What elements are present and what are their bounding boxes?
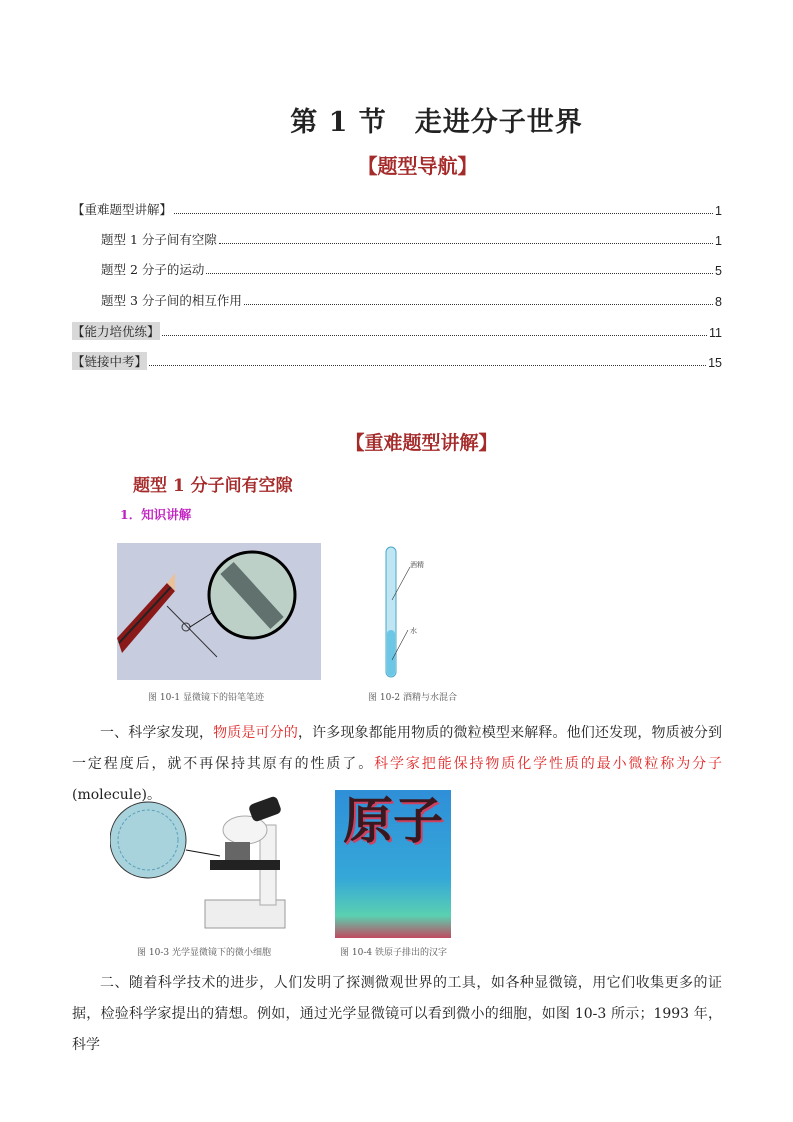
toc-page: 1 bbox=[715, 234, 722, 248]
toc-entry[interactable] bbox=[101, 230, 722, 248]
toc-label: 题型 1 分子间有空隙 bbox=[101, 232, 217, 247]
page-title: 第 1 节 走进分子世界 bbox=[290, 107, 583, 138]
toc-label: 【重难题型讲解】 bbox=[72, 202, 173, 217]
pencil-microscope-image bbox=[117, 543, 321, 680]
type1-heading: 题型 1 分子间有空隙 bbox=[133, 476, 293, 496]
toc-label: 【链接中考】 bbox=[72, 354, 148, 369]
toc-entry[interactable] bbox=[101, 260, 722, 278]
alcohol-label: 酒精 bbox=[410, 561, 424, 569]
toc-entry[interactable] bbox=[101, 291, 722, 309]
test-tube-image bbox=[380, 545, 440, 685]
water-label: 水 bbox=[410, 627, 417, 635]
paragraph-1: 一、科学家发现，物质是可分的，许多现象都能用物质的微粒模型来解释。他们还发现，物质被分到一定程度后，就不再保持其原有的性质了。科学家把能保持物质化学性质的最小微粒称为分子(molecule)。 bbox=[72, 725, 723, 803]
toc-page: 5 bbox=[715, 264, 722, 278]
toc-entry[interactable] bbox=[72, 352, 722, 370]
toc-entry[interactable] bbox=[72, 322, 722, 340]
toc-page: 15 bbox=[708, 356, 722, 370]
knowledge-heading: 1．知识讲解 bbox=[120, 507, 192, 522]
toc-label: 题型 2 分子的运动 bbox=[101, 262, 205, 277]
nav-heading: 【题型导航】 bbox=[357, 154, 478, 178]
fig4-caption: 图 10-4 铁原子排出的汉字 bbox=[340, 948, 447, 958]
iron-atoms-image: 原子 bbox=[335, 790, 451, 938]
toc-label: 题型 3 分子间的相互作用 bbox=[101, 293, 242, 308]
section-heading: 【重难题型讲解】 bbox=[345, 432, 498, 454]
toc-page: 8 bbox=[715, 295, 722, 309]
fig1-caption: 图 10-1 显微镜下的铅笔笔迹 bbox=[148, 693, 264, 703]
microscope-image bbox=[110, 790, 290, 940]
toc-label: 【能力培优练】 bbox=[72, 324, 160, 339]
toc-page: 11 bbox=[709, 326, 722, 340]
fig2-caption: 图 10-2 酒精与水混合 bbox=[368, 693, 457, 703]
paragraph-2: 二、随着科学技术的进步，人们发明了探测微观世界的工具，如各种显微镜，用它们收集更多的证据，检验科学家提出的猜想。例如，通过光学显微镜可以看到微小的细胞，如图 10-3 所示；1993 年，科学 bbox=[72, 975, 722, 1053]
toc-page: 1 bbox=[715, 204, 722, 218]
fig3-caption: 图 10-3 光学显微镜下的微小细胞 bbox=[137, 948, 271, 958]
toc-entry[interactable] bbox=[72, 200, 722, 218]
